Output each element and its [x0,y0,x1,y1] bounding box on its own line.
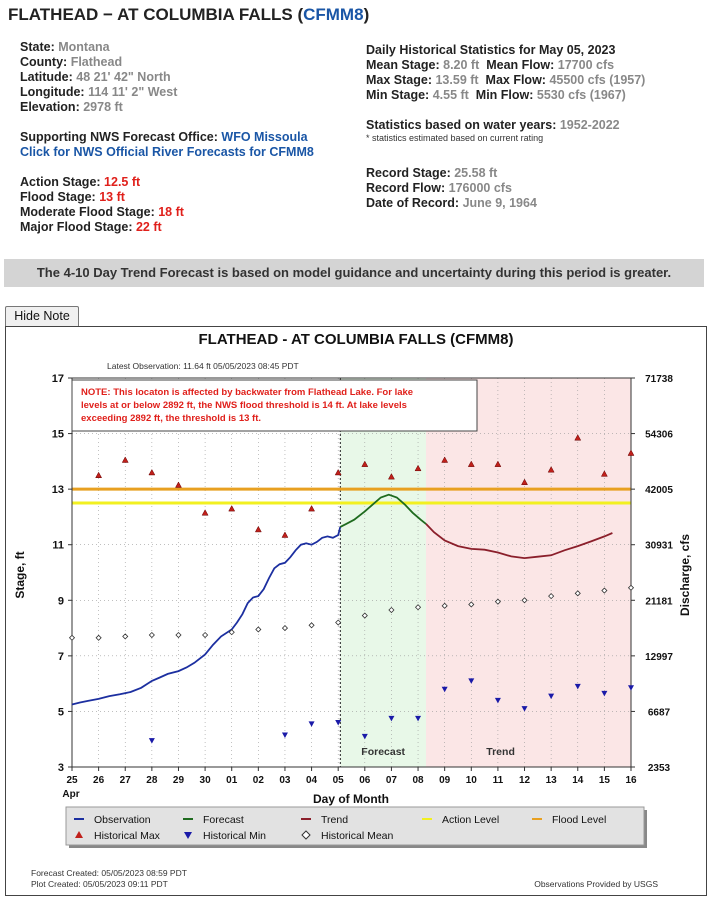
historical-mean-marker [123,634,128,639]
historical-max-legend-label: Historical Max [94,830,160,842]
y2-tick-label: 12997 [645,651,673,663]
observation-line [72,527,340,705]
x-tick-label: 11 [492,775,504,786]
chart-title: FLATHEAD - AT COLUMBIA FALLS (CFMM8) [198,331,514,348]
y2-axis-label: Discharge, cfs [678,533,692,617]
observations-provider: Observations Provided by USGS [534,879,658,889]
historical-mean-marker [176,633,181,638]
historical-min-marker [309,721,315,727]
historical-min-marker [282,733,288,739]
y-tick-label: 5 [57,706,64,719]
y-tick-label: 7 [57,650,64,663]
historical-min-marker [149,738,155,744]
y-tick-label: 13 [51,484,64,497]
observation-legend-label: Observation [94,814,151,826]
x-tick-label: 27 [119,775,131,786]
historical-mean-marker [96,635,101,640]
historical-mean-marker [203,633,208,638]
y2-tick-label: 21181 [645,596,673,608]
x-tick-label: 30 [199,775,211,786]
hide-note-button[interactable]: Hide Note [5,306,79,328]
x-tick-label: 15 [598,775,610,786]
forecast-region [340,378,426,767]
historical-max-marker [229,506,235,512]
backwater-note-line: exceeding 2892 ft, the threshold is 13 ft. [81,413,262,424]
trend-legend-label: Trend [321,814,349,826]
x-tick-label: 25 [66,775,78,786]
y2-tick-label: 71738 [645,374,673,385]
hydrograph-svg [6,327,706,895]
backwater-note-line: NOTE: This locaton is affected by backwater from Flathead Lake. For lake [81,387,414,398]
historical-mean-marker [256,627,261,632]
water-years: Statistics based on water years: 1952-2022 * statistics estimated based on current rating [366,118,620,143]
trend-region [426,378,631,767]
historical-max-marker [255,526,261,532]
y2-tick-label: 2353 [647,763,671,774]
y-tick-label: 11 [52,539,64,552]
stage-thresholds: Action Stage: 12.5 ft Flood Stage: 13 ft Moderate Flood Stage: 18 ft Major Flood Stage: 22 ft [20,175,184,234]
latest-observation: Latest Observation: 11.64 ft 05/05/2023 08:45 PDT [107,361,299,371]
office-info: Supporting NWS Forecast Office: WFO Missoula Click for NWS Official River Forecasts for CFMM8 [20,130,314,159]
x-tick-label: 01 [226,775,238,786]
historical-max-marker [202,510,208,516]
x-tick-label: 04 [306,775,318,786]
historical-mean-marker [309,623,314,628]
x-tick-label: 28 [146,775,158,786]
historical-max-marker [175,482,181,488]
historical-mean-marker [149,633,154,638]
historical-mean-marker [70,635,75,640]
hydrograph-chart [5,326,707,896]
flood-level-legend-label: Flood Level [552,814,607,826]
y2-tick-label: 54306 [645,429,673,441]
record-info: Record Stage: 25.58 ft Record Flow: 176000 cfs Date of Record: June 9, 1964 [366,166,537,210]
forecast-link[interactable]: Click for NWS Official River Forecasts for CFMM8 [20,145,314,159]
y-tick-label: 15 [51,428,64,441]
y-tick-label: 3 [57,762,64,774]
x-axis-label: Day of Month [313,792,389,806]
trend-banner: The 4-10 Day Trend Forecast is based on model guidance and uncertainty during this period is greater. [4,259,704,287]
x-tick-label: 16 [625,775,637,786]
x-tick-label: 03 [279,775,291,786]
wfo-link[interactable]: WFO Missoula [221,130,308,144]
x-tick-label: 29 [172,775,185,786]
x-tick-label: 10 [465,775,477,786]
trend-region-label: Trend [486,746,515,758]
x-tick-label: 05 [332,775,344,786]
x-tick-label: 12 [518,775,531,786]
historical-max-marker [149,469,155,475]
x-tick-label: 26 [93,775,105,786]
forecast-created: Forecast Created: 05/05/2023 08:59 PDT [31,868,187,878]
x-month-label: Apr [62,789,80,800]
page-title: FLATHEAD − AT COLUMBIA FALLS (CFMM8) [8,5,370,24]
x-tick-label: 08 [412,775,424,786]
historical-min-legend-label: Historical Min [203,830,267,842]
daily-stats: Daily Historical Statistics for May 05, 2023 Mean Stage: 8.20 ft Mean Flow: 17700 cfs Max Stage: 13.59 ft Max Flow: 45500 cfs (1957) Min Stage: 4.55 ft Min Flow: 5530 cfs (1967) [366,43,646,102]
historical-mean-marker [282,626,287,631]
x-tick-label: 06 [359,775,371,786]
y-axis-label: Stage, ft [13,551,27,599]
historical-mean-marker [336,620,341,625]
action-level-legend-label: Action Level [442,814,500,826]
historical-max-marker [122,457,128,463]
historical-max-marker [309,506,315,512]
historical-max-marker [282,532,288,538]
y2-tick-label: 6687 [647,707,671,719]
location-info: State: Montana County: Flathead Latitude: 48 21' 42" North Longitude: 114 11' 2" West Elevation: 2978 ft [20,40,178,114]
forecast-legend-label: Forecast [203,814,244,826]
backwater-note-line: levels at or below 2892 ft, the NWS flood threshold is 14 ft. At lake levels [81,400,407,411]
x-tick-label: 09 [439,775,451,786]
historical-mean-legend-label: Historical Mean [321,830,394,842]
historical-max-marker [96,472,102,478]
forecast-region-label: Forecast [361,746,406,758]
y-tick-label: 17 [51,373,64,385]
x-tick-label: 13 [545,775,557,786]
x-tick-label: 07 [385,775,397,786]
y2-tick-label: 42005 [645,485,673,497]
plot-created: Plot Created: 05/05/2023 09:11 PDT [31,879,168,889]
x-tick-label: 02 [252,775,264,786]
x-tick-label: 14 [572,775,584,786]
y-tick-label: 9 [57,595,64,608]
y2-tick-label: 30931 [645,540,673,552]
